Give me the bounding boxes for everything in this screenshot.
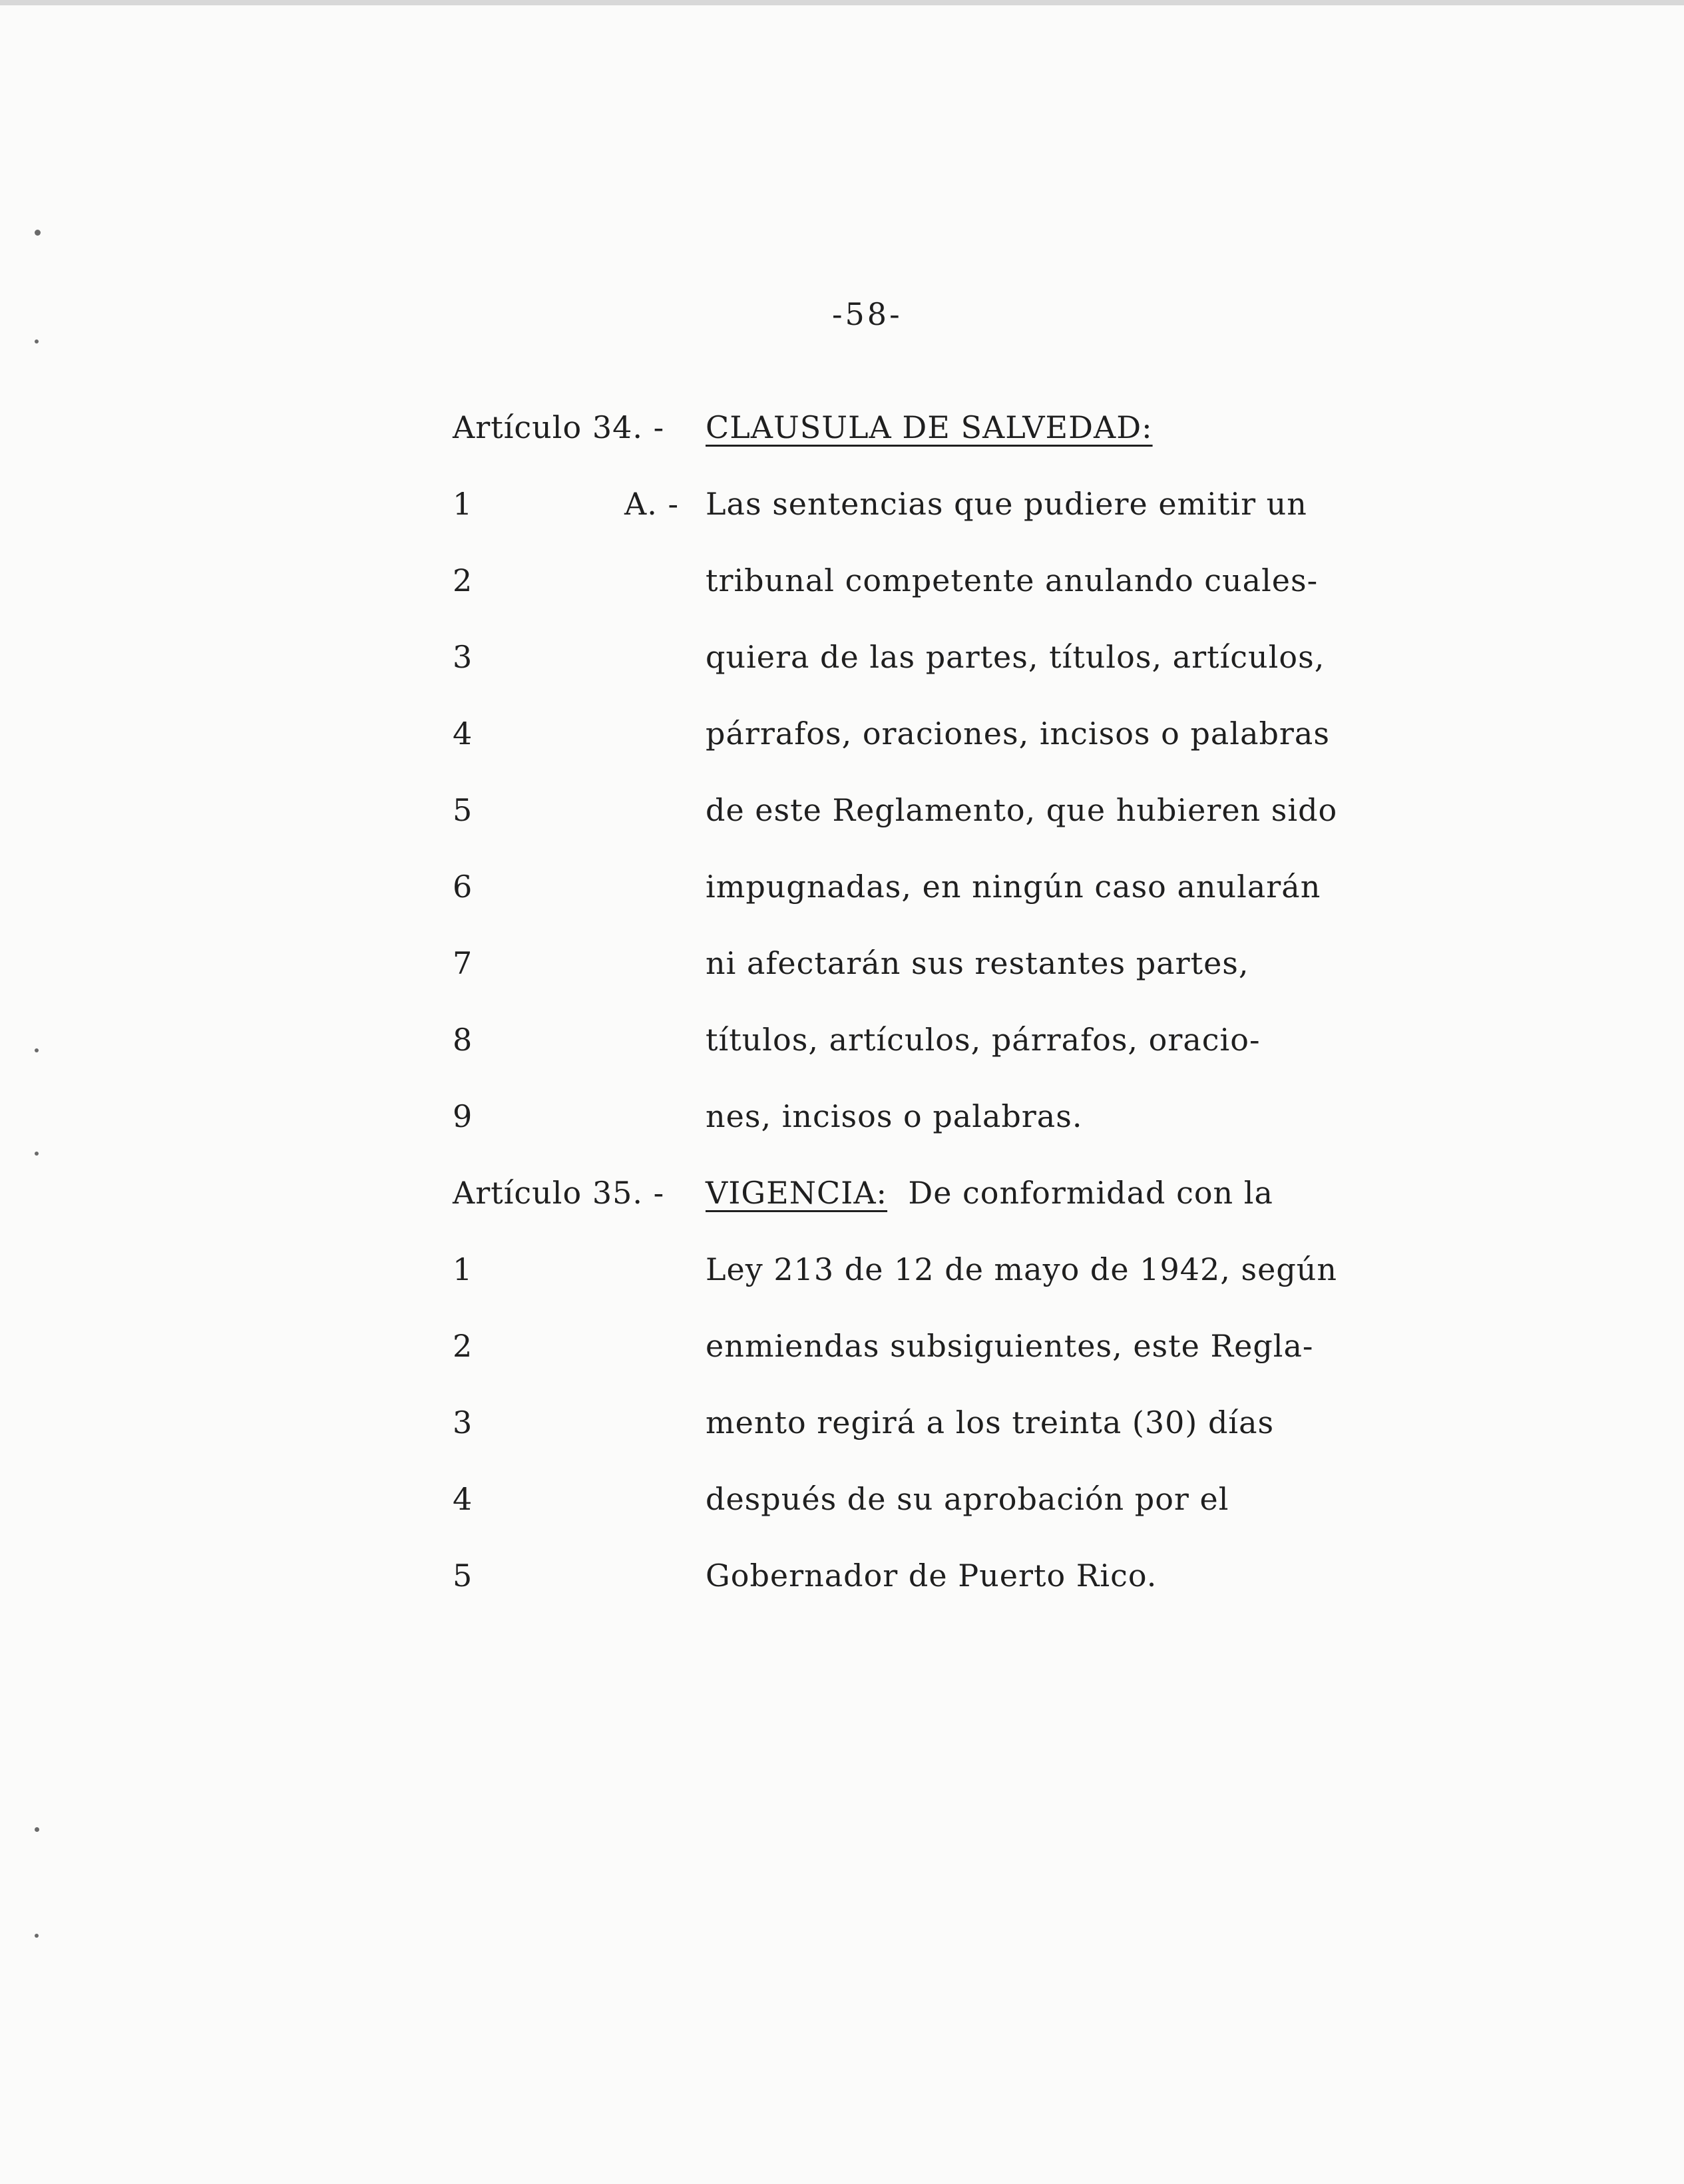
line-number: 6 bbox=[453, 869, 473, 905]
line-number: 4 bbox=[453, 1481, 473, 1517]
line-number: 1 bbox=[453, 1251, 473, 1287]
article-34-line: quiera de las partes, títulos, artículos, bbox=[706, 639, 1325, 675]
article-35-line: mento regirá a los treinta (30) días bbox=[706, 1405, 1275, 1440]
line-number: 3 bbox=[453, 1405, 473, 1440]
line-number: 1 bbox=[453, 486, 473, 522]
scan-speck bbox=[35, 1152, 39, 1156]
line-number: 9 bbox=[453, 1098, 473, 1134]
article-35-heading: VIGENCIA: bbox=[706, 1175, 888, 1211]
scan-speck bbox=[35, 1934, 39, 1938]
article-34-label: Artículo 34. - bbox=[453, 409, 665, 445]
punch-hole-mark bbox=[35, 230, 41, 236]
line-number: 8 bbox=[453, 1022, 473, 1058]
article-34-line: párrafos, oraciones, incisos o palabras bbox=[706, 716, 1330, 752]
article-34-line: títulos, artículos, párrafos, oracio- bbox=[706, 1022, 1261, 1058]
article-34-line: de este Reglamento, que hubieren sido bbox=[706, 792, 1338, 828]
article-35-line: enmiendas subsiguientes, este Regla- bbox=[706, 1328, 1314, 1364]
line-number: 5 bbox=[453, 1558, 473, 1594]
line-number: 2 bbox=[453, 1328, 473, 1364]
line-number: 5 bbox=[453, 792, 473, 828]
page-number: -58- bbox=[832, 296, 903, 332]
line-number: 2 bbox=[453, 562, 473, 598]
article-35-label: Artículo 35. - bbox=[453, 1175, 665, 1211]
article-35-heading-rest: De conformidad con la bbox=[908, 1175, 1273, 1211]
article-34-line: ni afectarán sus restantes partes, bbox=[706, 945, 1249, 981]
article-34-line: impugnadas, en ningún caso anularán bbox=[706, 869, 1321, 905]
article-34-line: tribunal competente anulando cuales- bbox=[706, 562, 1319, 598]
scan-speck bbox=[35, 1827, 39, 1832]
article-35-heading-line bbox=[706, 1173, 1273, 1213]
line-number: 7 bbox=[453, 945, 473, 981]
scan-speck bbox=[35, 1048, 39, 1052]
article-34-line: Las sentencias que pudiere emitir un bbox=[706, 486, 1307, 522]
article-35-line: después de su aprobación por el bbox=[706, 1481, 1229, 1517]
line-number: 4 bbox=[453, 716, 473, 752]
scan-top-edge bbox=[0, 0, 1684, 5]
line-number: 3 bbox=[453, 639, 473, 675]
article-35-line: Gobernador de Puerto Rico. bbox=[706, 1558, 1158, 1594]
article-34-heading: CLAUSULA DE SALVEDAD: bbox=[706, 409, 1153, 445]
article-34-sub-label: A. - bbox=[624, 486, 679, 522]
article-34-line: nes, incisos o palabras. bbox=[706, 1098, 1083, 1134]
article-35-line: Ley 213 de 12 de mayo de 1942, según bbox=[706, 1251, 1338, 1287]
scan-speck bbox=[35, 339, 39, 343]
